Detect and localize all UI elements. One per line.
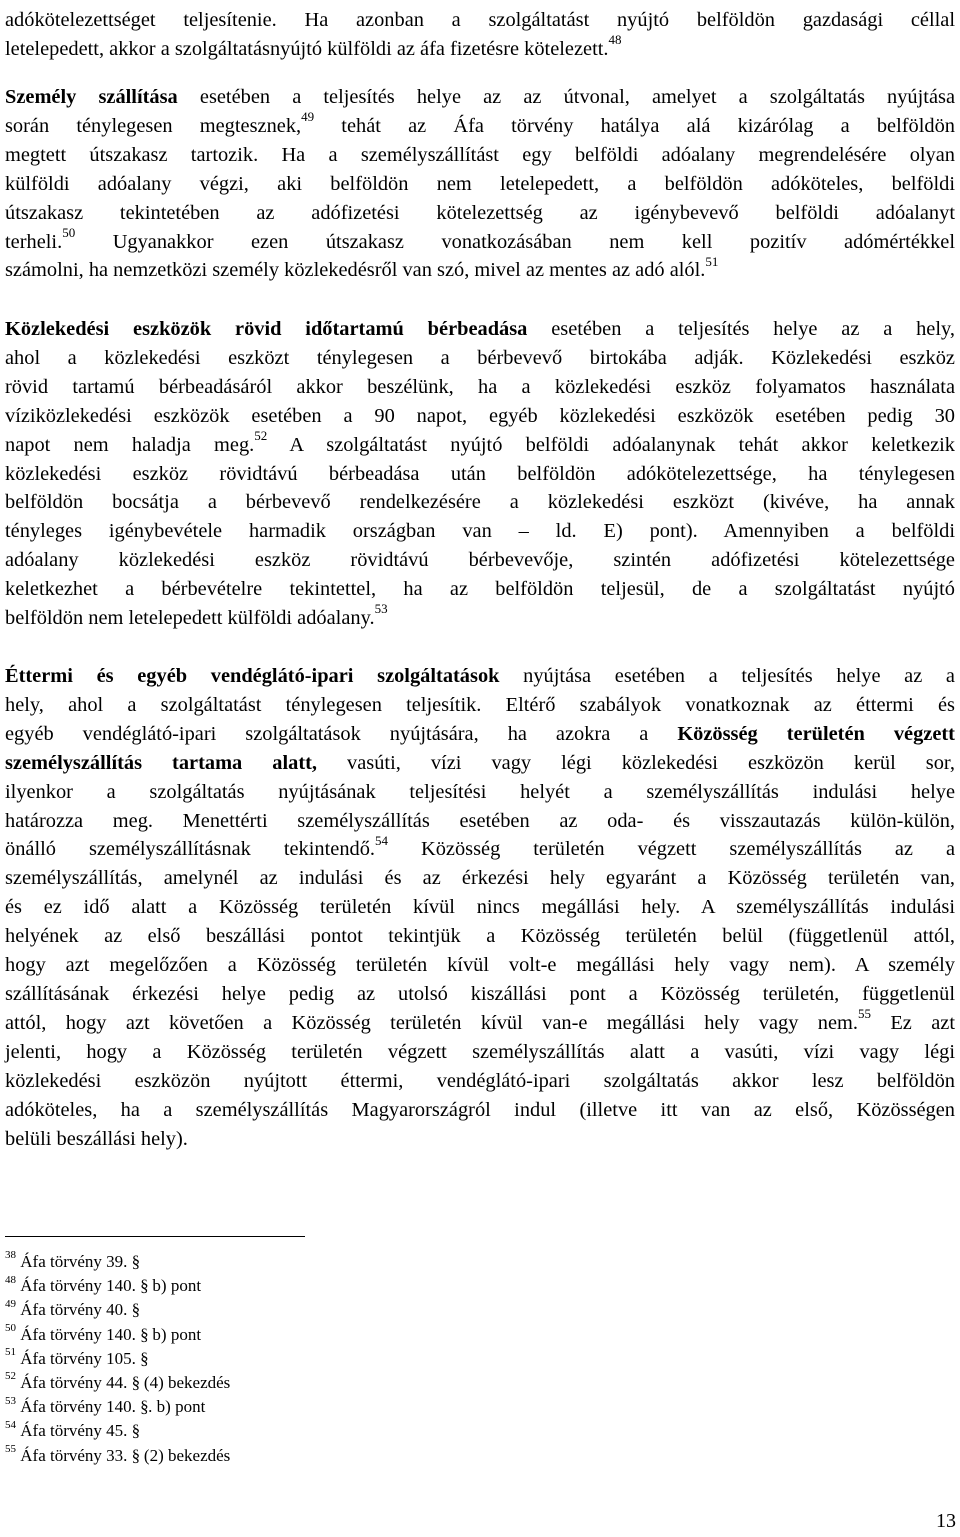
text-line <box>5 344 955 373</box>
text-run: megtett útszakasz tartozik. Ha a személyszállítást egy belföldi adóalany megrendelésére olyan <box>5 143 955 166</box>
text-line <box>5 427 956 460</box>
text-line <box>5 373 955 402</box>
section-sign-icon: § <box>131 1252 141 1271</box>
bold-term: Közlekedési eszközök rövid időtartamú bérbeadása <box>5 318 528 340</box>
text-run: szállításának érkezési helye pedig az utolsó kiszállási pont a Közösség területén, függetlenül <box>5 982 955 1005</box>
footnote-text: b) pont <box>148 1276 202 1296</box>
text-run: belüli beszállási hely). <box>5 1127 188 1150</box>
text-line <box>5 951 955 980</box>
text-line <box>5 980 955 1009</box>
footnote <box>5 1347 230 1371</box>
footnote-number: 54 <box>5 1418 16 1431</box>
footnote <box>5 1395 230 1419</box>
text-run: esetében a teljesítés helye az a hely, <box>527 318 955 340</box>
text-line <box>5 922 955 951</box>
text-run: Közösség területén végzett személyszállítás az a <box>388 838 956 861</box>
footnote-number: 52 <box>5 1370 16 1383</box>
footnote-text: Áfa törvény 40. <box>20 1300 132 1320</box>
footnote-text: Áfa törvény 44. <box>20 1373 132 1393</box>
paragraph-catering-services <box>5 662 955 1153</box>
footnote-number: 51 <box>5 1346 16 1359</box>
footnote <box>5 1444 230 1468</box>
text-run: ahol a közlekedési eszközt ténylegesen a bérbevevő birtokába adják. Közlekedési eszköz <box>5 346 955 369</box>
bold-term: Éttermi és egyéb vendéglátó-ipari szolgáltatások <box>5 665 500 687</box>
footnote-number: 53 <box>5 1394 16 1407</box>
text-line <box>5 1125 955 1154</box>
footnote-separator <box>5 1236 305 1237</box>
footnote-ref: 54 <box>375 832 389 848</box>
footnote <box>5 1371 230 1395</box>
text-run: során ténylegesen megtesznek, <box>5 114 302 137</box>
text-line <box>5 6 955 35</box>
text-run: önálló személyszállításnak tekintendő. <box>5 838 376 861</box>
footnote <box>5 1419 230 1443</box>
text-line <box>5 1096 955 1125</box>
section-sign-icon: § <box>131 1300 141 1320</box>
text-line <box>5 778 955 807</box>
footnote-text: Áfa törvény 39. <box>20 1252 132 1271</box>
text-line <box>5 832 956 864</box>
text-line <box>5 1038 955 1067</box>
text-line <box>5 32 955 64</box>
text-line <box>5 224 955 257</box>
text-line <box>5 253 955 285</box>
section-sign-icon: § <box>131 1421 141 1441</box>
text-run: közlekedési eszköz rövidtávú bérbeadása után belföldön adókötelezettsége, ha ténylegesen <box>5 462 955 485</box>
footnote-number: 49 <box>5 1297 16 1310</box>
text-run: terheli. <box>5 230 63 253</box>
text-run: egyéb vendéglátó-ipari szolgáltatások nyújtására, ha azokra a <box>5 722 678 745</box>
section-sign-icon: § <box>131 1373 141 1393</box>
footnote-ref: 48 <box>608 32 622 48</box>
footnote-text: Áfa törvény 33. <box>20 1445 132 1465</box>
section-sign-icon: § <box>140 1324 149 1344</box>
text-run: nyújtása esetében a teljesítés helye az a <box>499 665 955 687</box>
section-sign-icon: § <box>131 1445 141 1465</box>
text-line <box>5 749 955 778</box>
footnote-text: . b) pont <box>148 1397 206 1417</box>
text-run: ilyenkor a szolgáltatás nyújtásának teljesítési helyét a személyszállítás indulási helye <box>5 780 955 803</box>
text-run: belföldön bocsátja a bérbevevő rendelkezésére a közlekedési eszközt (kivéve, ha annak <box>5 491 955 514</box>
section-sign-icon: § <box>140 1348 149 1368</box>
text-line <box>5 141 955 170</box>
footnote-text: Áfa törvény 45. <box>20 1421 132 1441</box>
text-run: belföldön nem letelepedett külföldi adóalany. <box>5 607 375 630</box>
text-run: adóköteles, ha a személyszállítás Magyarországról indul (illetve itt van az első, Közösségen <box>5 1098 955 1121</box>
footnotes <box>5 1250 230 1468</box>
footnote-text: (4) bekezdés <box>139 1373 231 1393</box>
text-line <box>5 517 955 546</box>
text-line <box>5 488 955 517</box>
text-run: határozza meg. Menettérti személyszállítás esetében az oda- és visszautazás külön-külön, <box>5 809 955 832</box>
footnote-text: Áfa törvény 140. <box>20 1397 141 1417</box>
text-run: külföldi adóalany végzi, aki belföldön nem letelepedett, a belföldön adóköteles, belföldi <box>5 172 955 195</box>
bold-term: Személy szállítása <box>5 86 178 108</box>
paragraph-passenger-transport <box>5 83 955 285</box>
text-run: és ez idő alatt a Közösség területén kívül nincs megállási hely. A személyszállítás indulási <box>5 896 955 919</box>
text-line <box>5 893 955 922</box>
text-line <box>5 109 955 141</box>
text-run: tényleges igénybevétele harmadik országban van – ld. E) pont). Amennyiben a belföldi <box>5 520 955 543</box>
text-run: adókötelezettséget teljesítenie. Ha azonban a szolgáltatást nyújtó belföldön gazdasági céllal <box>5 9 955 31</box>
footnote-ref: 49 <box>301 109 315 125</box>
footnote-number: 50 <box>5 1321 16 1334</box>
text-run: Ez azt <box>870 1011 955 1034</box>
text-run: hogy azt megelőzően a Közösség területén kívül volt-e megállási hely vagy nem). A személy <box>5 954 955 977</box>
text-line <box>5 199 955 228</box>
text-line <box>5 807 955 836</box>
text-line <box>5 575 955 604</box>
footnote-number: 48 <box>5 1273 16 1286</box>
text-run: vasúti, vízi vagy légi közlekedési eszközön kerül sor, <box>317 751 955 774</box>
footnote-text: Áfa törvény 105. <box>20 1348 141 1368</box>
text-run: A szolgáltatást nyújtó belföldi adóalanynak tehát akkor keletkezik <box>267 433 956 456</box>
text-line <box>5 460 955 489</box>
footnote-ref: 53 <box>374 601 388 617</box>
section-sign-icon: § <box>140 1276 149 1296</box>
text-line <box>5 315 955 344</box>
text-run: Ugyanakkor ezen útszakasz vonatkozásában nem kell pozitív adómértékkel <box>75 230 955 253</box>
text-line <box>5 546 955 575</box>
text-run: adóalany közlekedési eszköz rövidtávú bérbevevője, szintén adófizetési kötelezettsége <box>5 549 955 572</box>
text-run: számolni, ha nemzetközi személy közlekedésről van szó, mivel az mentes az adó alól. <box>5 259 706 282</box>
text-line <box>5 720 955 749</box>
text-line <box>5 83 955 112</box>
text-run: közlekedési eszközön nyújtott éttermi, vendéglátó-ipari szolgáltatás akkor lesz belföldön <box>5 1069 955 1092</box>
text-run: keletkezhet a bérbevételre tekintettel, ha az belföldön teljesül, de a szolgáltatást nyújtó <box>5 578 955 601</box>
text-line <box>5 1067 955 1096</box>
text-line <box>5 1006 955 1038</box>
text-line <box>5 402 955 431</box>
text-line <box>5 691 955 720</box>
footnote-ref: 51 <box>705 253 719 269</box>
footnote <box>5 1323 230 1347</box>
footnote <box>5 1298 230 1322</box>
section-sign-icon: § <box>140 1397 149 1417</box>
bold-term: Közösség területén végzett <box>677 722 955 745</box>
footnote-number: 38 <box>5 1249 16 1262</box>
footnote <box>5 1274 230 1298</box>
text-run: jelenti, hogy a Közösség területén végzett személyszállítás alatt a vasúti, vízi vagy légi <box>5 1040 955 1063</box>
footnote-ref: 50 <box>62 224 76 240</box>
paragraph-continuation <box>5 6 955 64</box>
page-number: 13 <box>936 1510 956 1532</box>
bold-term: személyszállítás tartama alatt, <box>5 751 318 774</box>
footnote <box>5 1250 230 1274</box>
text-run: esetében a teljesítés helye az az útvonal, amelyet a szolgáltatás nyújtása <box>177 86 955 108</box>
text-run: rövid tartamú bérbeadásáról akkor beszélünk, ha a közlekedési eszköz folyamatos használata <box>5 375 955 398</box>
footnote-ref: 55 <box>857 1006 871 1022</box>
text-run: napot nem haladja meg. <box>5 433 255 456</box>
footnote-text: (2) bekezdés <box>139 1445 231 1465</box>
text-run: hely, ahol a szolgáltatást ténylegesen teljesítik. Eltérő szabályok vonatkoznak az éttermi és <box>5 693 955 716</box>
text-line <box>5 601 955 633</box>
footnote-text: Áfa törvény 140. <box>20 1324 141 1344</box>
text-run: útszakasz tekintetében az adófizetési kötelezettség az igénybevevő belföldi adóalanyt <box>5 201 955 224</box>
text-run: tehát az Áfa törvény hatálya alá kizárólag a belföldön <box>314 114 955 137</box>
text-line <box>5 170 955 199</box>
text-line <box>5 864 955 893</box>
text-line <box>5 662 955 691</box>
text-run: víziközlekedési eszközök esetében a 90 napot, egyéb közlekedési eszközök esetében pedig 30 <box>5 404 955 427</box>
footnote-text: Áfa törvény 140. <box>20 1276 141 1296</box>
text-run: személyszállítás, amelynél az indulási és az érkezési hely egyaránt a Közösség területén van, <box>5 867 955 890</box>
text-run: helyének az első beszállási pontot tekintjük a Közösség területén belül (függetlenül attól, <box>5 925 955 948</box>
footnote-number: 55 <box>5 1442 16 1455</box>
text-run: attól, hogy azt követően a Közösség területén kívül van-e megállási hely vagy nem. <box>5 1011 858 1034</box>
text-run: letelepedett, akkor a szolgáltatásnyújtó külföldi az áfa fizetésre kötelezett. <box>5 37 609 60</box>
footnote-text: b) pont <box>148 1324 202 1344</box>
paragraph-vehicle-rental <box>5 315 955 633</box>
footnote-ref: 52 <box>254 427 268 443</box>
